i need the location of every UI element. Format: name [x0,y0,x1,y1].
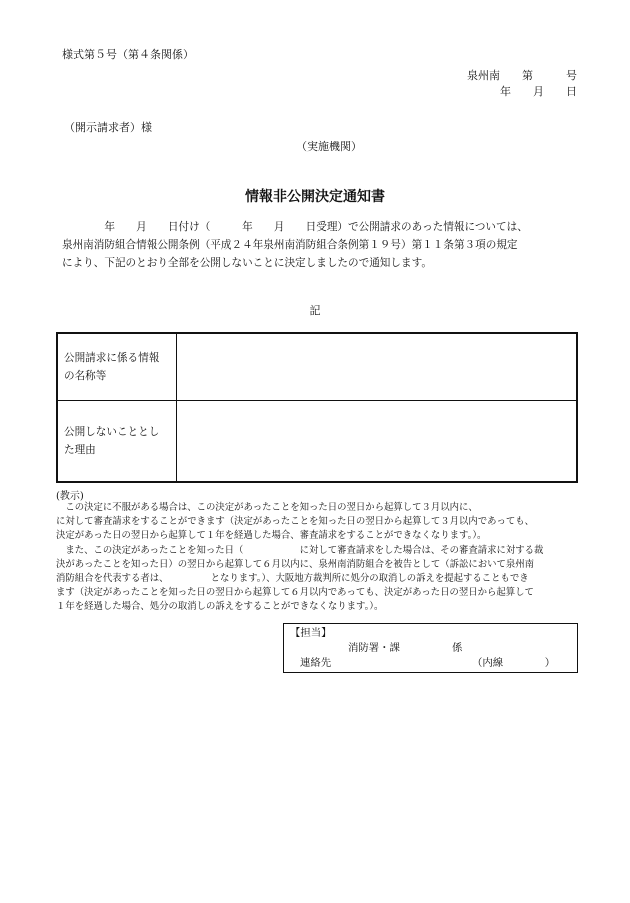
ki-marker: 記 [309,304,321,317]
decision-details-table [56,332,578,483]
reason-field[interactable] [177,401,578,483]
contact-box [283,623,578,673]
contact-extension: （内線 ） [472,657,556,669]
notice-line: この決定に不服がある場合は、この決定があったことを知った日の翌日から起算して３月以内に、 [56,502,478,513]
document-date: 年 月 日 [500,85,577,98]
notice-line: また、この決定があったことを知った日（ に対して審査請求をした場合は、その審査請求に対する裁 [56,544,544,556]
label-line: 公開請求に係る情報 [64,352,160,364]
label-line: た理由 [64,444,96,456]
document-title: 情報非公開決定通知書 [245,189,385,205]
info-name-label [57,333,177,401]
addressee: （開示請求者）様 [64,121,152,134]
document-reference-number: 泉州南 第 号 [467,69,577,82]
body-line: 泉州南消防組合情報公開条例（平成２４年泉州南消防組合条例第１９号）第１１条第３項の規定 [62,239,518,251]
issuing-agency: （実施機関） [296,140,362,153]
contact-heading: 【担当】 [290,627,332,639]
notice-line: ます（決定があったことを知った日の翌日から起算して６月以内であっても、決定があった日の翌日から起算して [56,587,534,599]
notice-line: に対して審査請求をすることができます（決定があったことを知った日の翌日から起算して３月以内であっても、 [56,516,534,528]
reason-label [57,401,177,483]
body-paragraph [62,218,578,272]
notice-line: 消防組合を代表する者は、 となります。）、大阪地方裁判所に処分の取消しの訴えを提起することもでき [56,573,529,585]
label-line: 公開しないこととし [64,426,160,438]
table-row [57,401,577,483]
label-line: の名称等 [64,370,107,382]
form-number: 様式第５号（第４条関係） [62,48,194,61]
notice-line: 決定があった日の翌日から起算して１年を経過した場合、審査請求をすることができなくなります。）。 [56,530,487,542]
table-row [57,333,577,401]
notice-line: 決があったことを知った日）の翌日から起算して６月以内に、泉州南消防組合を被告として（訴訟において泉州南 [56,558,535,570]
contact-department: 消防署・課 [348,642,400,654]
body-line: 年 月 日付け（ 年 月 日受理）で公開請求のあった情報については、 [62,221,528,233]
info-name-field[interactable] [177,333,578,401]
body-line: により、下記のとおり全部を公開しないことに決定しましたので通知します。 [62,257,432,269]
notice-line: １年を経過した場合、処分の取消しの訴えをすることができなくなります。）。 [56,601,384,613]
notice-body [56,501,578,615]
contact-phone-label: 連絡先 [300,657,332,669]
contact-section: 係 [452,642,463,654]
notice-heading: (教示) [56,491,84,502]
